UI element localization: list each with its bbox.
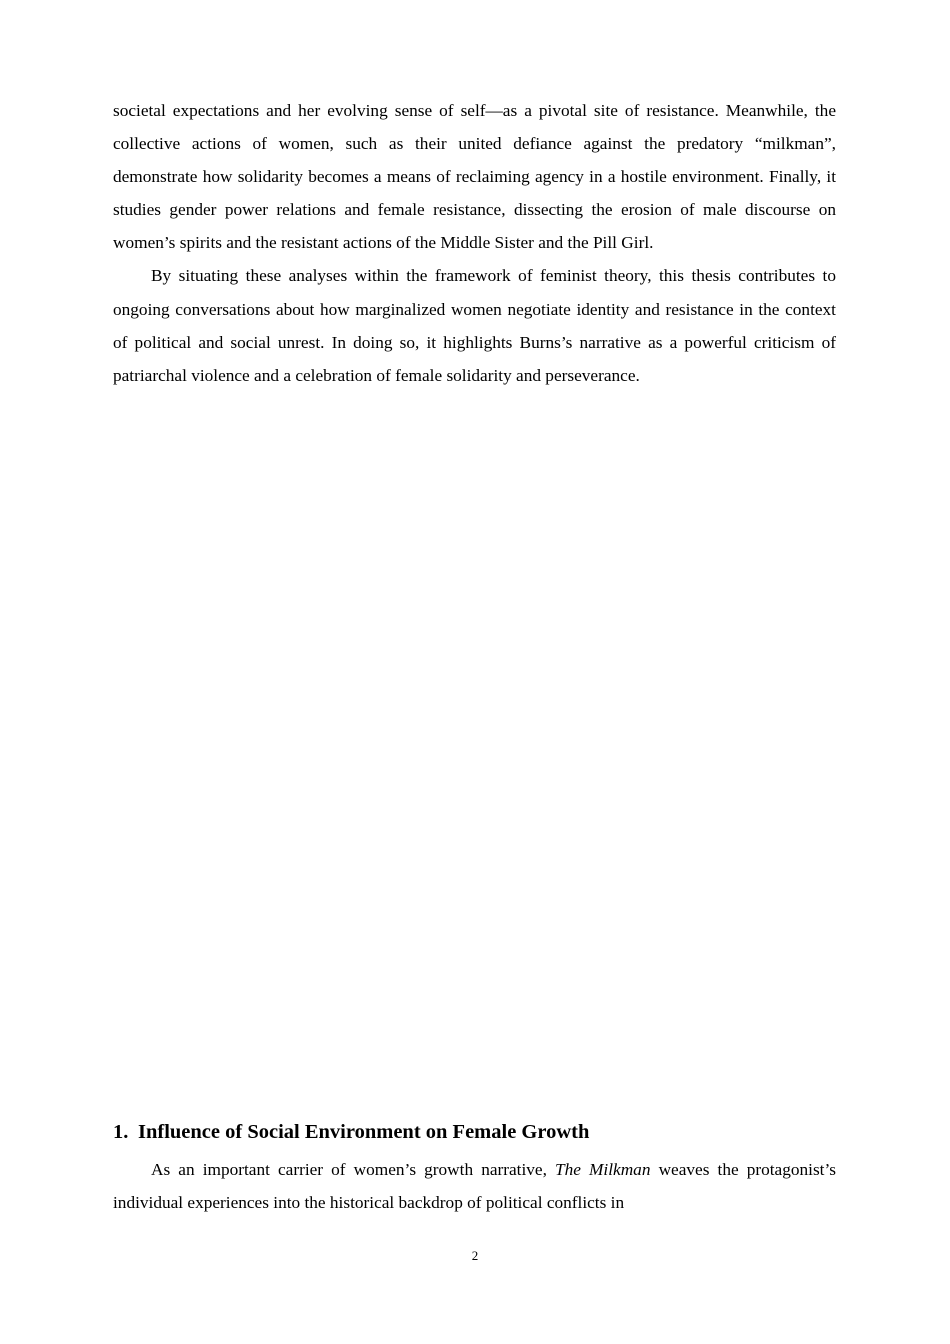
section-title: Influence of Social Environment on Female Growth: [138, 1121, 590, 1143]
section-paragraph-rest: weaves the protagonist’s individual experiences into the historical backdrop of political conflicts in: [113, 1160, 837, 1213]
section-number: 1.: [113, 1121, 129, 1143]
section-text-block: [113, 1153, 836, 1219]
thesis-contribution-paragraph: By situating these analyses within the framework of feminist theory, this thesis contributes to ongoing conversations about how marginalized women negotiate identity and resistance in the context of political and social unrest. In doing so, it highlights Burns’s narrative as a powerful criticism of patriarchal violence and a celebration of female solidarity and perseverance.: [113, 266, 836, 385]
section-heading: [113, 1117, 836, 1147]
intro-text-block: [113, 94, 836, 392]
book-title: The Milkman: [555, 1160, 651, 1179]
section-paragraph: [113, 1153, 836, 1219]
page-number: 2: [471, 1248, 479, 1263]
section-paragraph-start: As an important carrier of women’s growth narrative,: [151, 1160, 556, 1179]
continued-paragraph: societal expectations and her evolving sense of self—as a pivotal site of resistance. Meanwhile, the collective actions of women, such as their united defiance against the predatory “milkman”, demonstrate how solidarity becomes a means of reclaiming agency in a hostile environment. Finally, it studies gender power relations and female resistance, dissecting the erosion of male discourse on women’s spirits and the resistant actions of the Middle Sister and the Pill Girl.: [113, 101, 836, 253]
